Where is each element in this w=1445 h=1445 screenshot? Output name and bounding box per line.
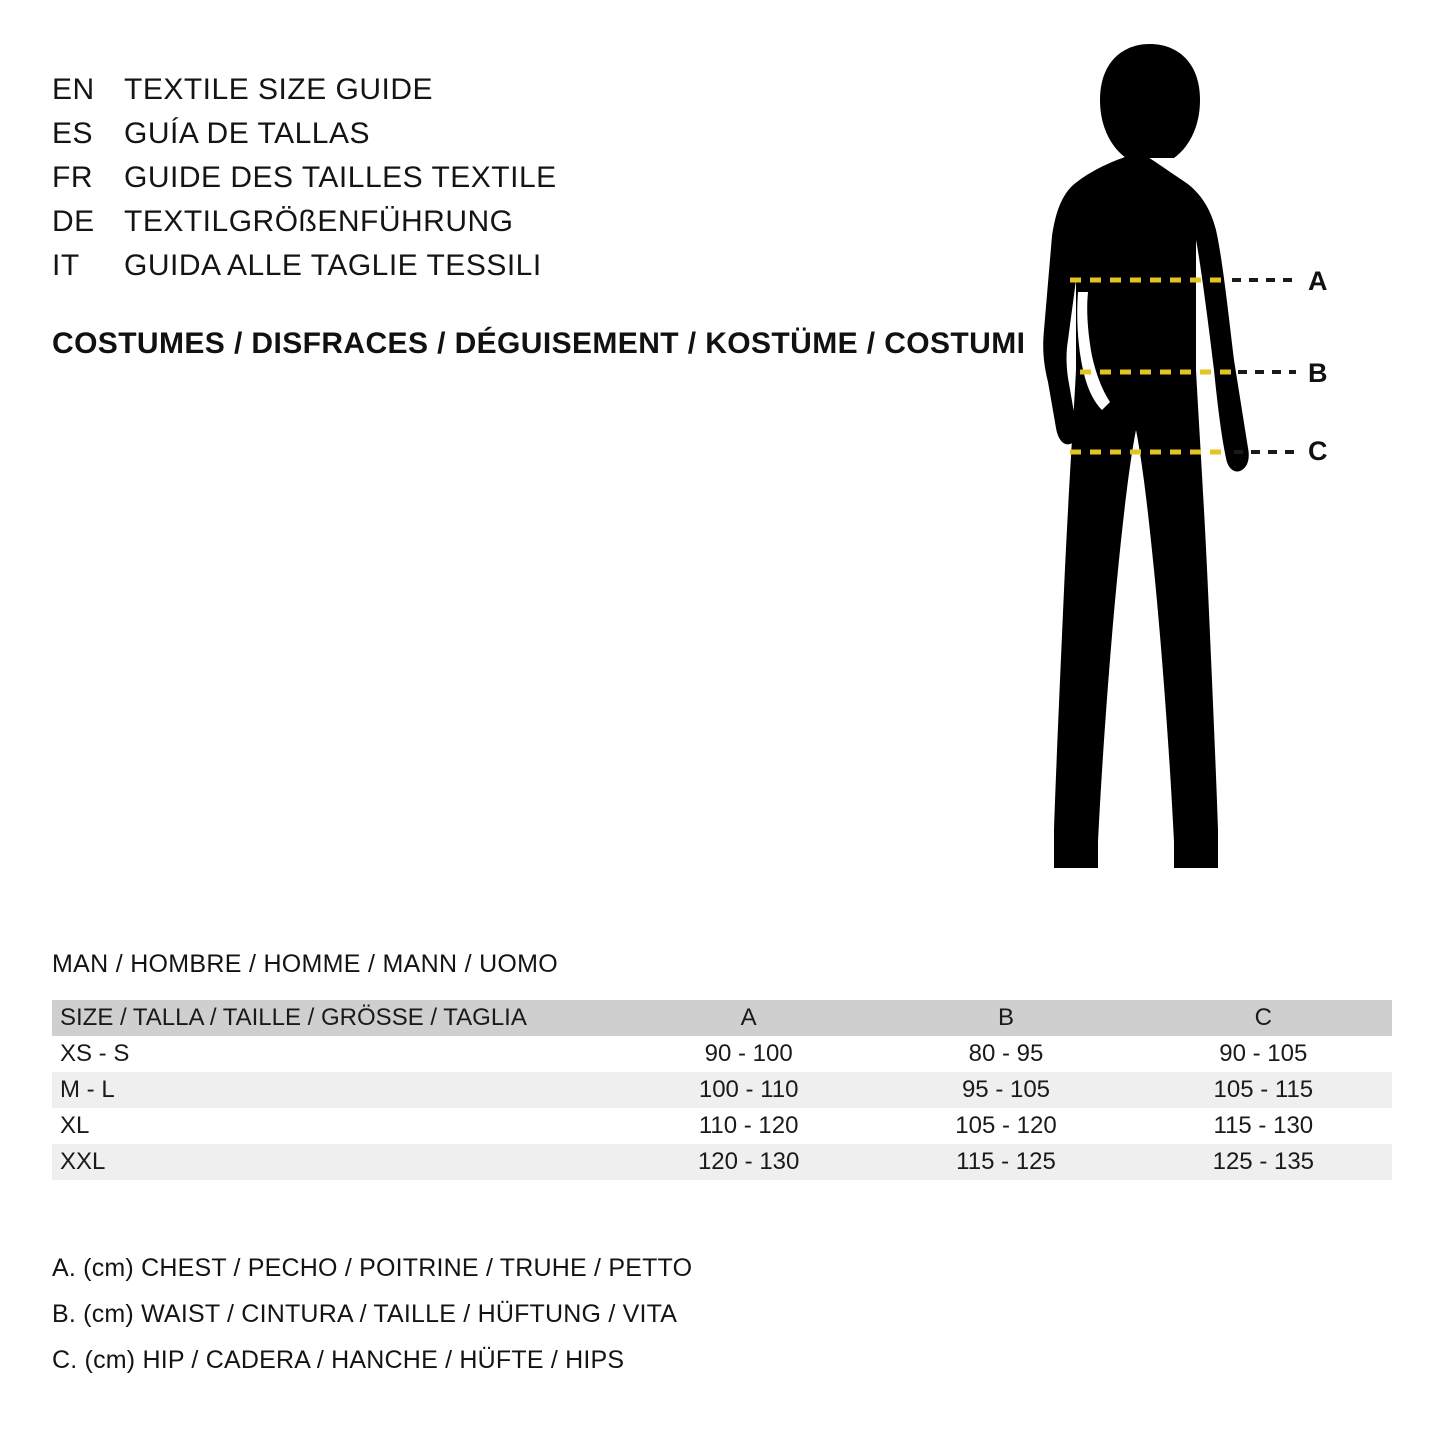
cell-a: 110 - 120: [698, 1112, 799, 1139]
language-row: [52, 112, 672, 156]
table-row: [52, 1036, 1392, 1072]
legend-row-c: C. (cm) HIP / CADERA / HANCHE / HÜFTE / HIPS: [52, 1346, 625, 1374]
column-header-a: A: [740, 1004, 757, 1031]
table-header-row: [52, 1000, 1392, 1036]
table-row: [52, 1144, 1392, 1180]
measure-label-a: A: [1308, 266, 1328, 296]
language-title: TEXTILGRÖßENFÜHRUNG: [124, 205, 514, 238]
column-header-size: SIZE / TALLA / TAILLE / GRÖSSE / TAGLIA: [60, 1004, 527, 1031]
cell-b: 105 - 120: [955, 1112, 1057, 1139]
legend-row-b: B. (cm) WAIST / CINTURA / TAILLE / HÜFTUNG / VITA: [52, 1300, 678, 1328]
measure-label-b: B: [1308, 358, 1328, 388]
size-table: [52, 1000, 1392, 1180]
cell-c: 115 - 130: [1213, 1112, 1314, 1139]
language-code: IT: [52, 249, 80, 282]
column-header-b: B: [997, 1004, 1014, 1031]
language-code: DE: [52, 205, 95, 238]
language-title: GUIDE DES TAILLES TEXTILE: [124, 161, 557, 194]
language-code: ES: [52, 117, 94, 150]
cell-a: 100 - 110: [698, 1076, 799, 1103]
language-row: [52, 200, 672, 244]
language-title: GUÍA DE TALLAS: [124, 117, 370, 150]
language-title: GUIDA ALLE TAGLIE TESSILI: [124, 249, 542, 282]
column-header-c: C: [1254, 1004, 1272, 1031]
cell-b: 80 - 95: [968, 1040, 1044, 1067]
language-row: [52, 156, 672, 200]
language-row: [52, 68, 672, 112]
language-title: TEXTILE SIZE GUIDE: [124, 73, 434, 106]
measurement-legend: [52, 1245, 692, 1383]
table-row: [52, 1108, 1392, 1144]
costumes-subtitle: COSTUMES / DISFRACES / DÉGUISEMENT / KOSTÜME / COSTUMI: [52, 327, 1026, 360]
body-figure-illustration: [960, 30, 1380, 900]
language-code: FR: [52, 161, 93, 194]
table-title: MAN / HOMBRE / HOMME / MANN / UOMO: [52, 950, 559, 978]
cell-b: 115 - 125: [956, 1148, 1056, 1175]
cell-size: M - L: [60, 1076, 115, 1103]
table-row: [52, 1072, 1392, 1108]
cell-c: 125 - 135: [1212, 1148, 1315, 1175]
cell-c: 90 - 105: [1219, 1040, 1308, 1067]
measure-label-c: C: [1308, 436, 1328, 466]
language-row: [52, 244, 672, 288]
cell-c: 105 - 115: [1213, 1076, 1314, 1103]
legend-row-a: A. (cm) CHEST / PECHO / POITRINE / TRUHE / PETTO: [52, 1254, 693, 1282]
language-code: EN: [52, 73, 95, 106]
cell-a: 90 - 100: [704, 1040, 793, 1067]
cell-size: XL: [60, 1112, 90, 1139]
cell-b: 95 - 105: [961, 1076, 1051, 1103]
cell-size: XS - S: [60, 1040, 130, 1067]
cell-size: XXL: [60, 1148, 106, 1175]
cell-a: 120 - 130: [697, 1148, 800, 1175]
language-list: [52, 68, 672, 288]
